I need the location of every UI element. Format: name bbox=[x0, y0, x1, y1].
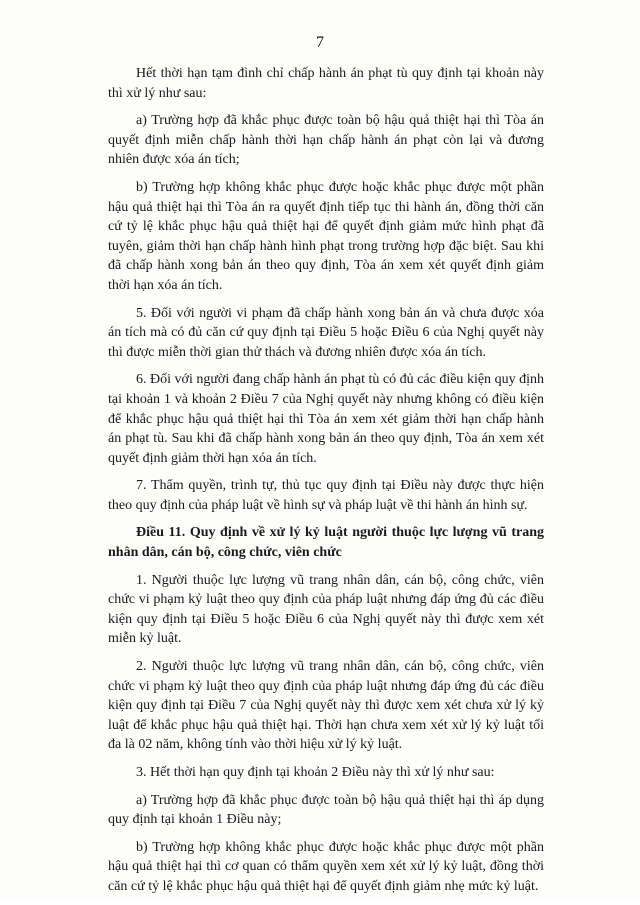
article-paragraph: 3. Hết thời hạn quy định tại khoản 2 Điều này thì xử lý như sau: bbox=[136, 765, 495, 780]
paragraph: 5. Đối với người vi phạm đã chấp hành xong bản án và chưa được xóa án tích mà có đủ căn cứ quy định tại Điều 5 hoặc Điều 6 của Nghị quyết này thì được miễn thời gian thử thách và đương nhiên được xóa án tích. bbox=[108, 305, 544, 360]
article-heading: Điều 11. Quy định về xử lý kỷ luật người thuộc lực lượng vũ trang nhân dân, cán bộ, công chức, viên chức bbox=[108, 525, 544, 561]
paragraph: b) Trường hợp không khắc phục được hoặc khắc phục được một phần hậu quả thiệt hại thì Tòa án ra quyết định tiếp tục thi hành án, đồng thời căn cứ tỷ lệ khắc phục hậu quả thiệt hại để quyết định giảm mức hình phạt đã tuyên, giảm thời hạn chấp hành hình phạt trong trường hợp đặc biệt. Sau khi đã chấp hành xong bản án theo quy định, Tòa án xem xét quyết định giảm thời hạn xóa án tích. bbox=[108, 179, 544, 293]
document-body bbox=[108, 64, 544, 905]
article-paragraph: a) Trường hợp đã khắc phục được toàn bộ hậu quả thiệt hại thì áp dụng quy định tại khoản 1 Điều này; bbox=[108, 792, 544, 828]
article-paragraph: 1. Người thuộc lực lượng vũ trang nhân dân, cán bộ, công chức, viên chức vi phạm kỷ luật theo quy định của pháp luật nhưng đáp ứng đủ các điều kiện quy định tại Điều 5 hoặc Điều 6 của Nghị quyết này thì được xem xét miễn kỷ luật. bbox=[108, 572, 544, 647]
paragraph: 7. Thẩm quyền, trình tự, thủ tục quy định tại Điều này được thực hiện theo quy định của pháp luật về hình sự và pháp luật về thi hành án hình sự. bbox=[108, 478, 544, 513]
paragraph: a) Trường hợp đã khắc phục được toàn bộ hậu quả thiệt hại thì Tòa án quyết định miễn chấp hành thời hạn chấp hành án phạt còn lại và đương nhiên được xóa án tích; bbox=[108, 113, 544, 168]
paragraph: 6. Đối với người đang chấp hành án phạt tù có đủ các điều kiện quy định tại khoản 1 và khoản 2 Điều 7 của Nghị quyết này nhưng không có điều kiện để khắc phục hậu quả thiệt hại thì Tòa án xem xét giảm thời hạn chấp hành án phạt tù. Sau khi đã chấp hành xong bản án theo quy định, Tòa án xem xét quyết định giảm thời hạn xóa án tích. bbox=[108, 372, 544, 466]
page-number: 7 bbox=[316, 34, 324, 51]
article-paragraph: b) Trường hợp không khắc phục được hoặc khắc phục được một phần hậu quả thiệt hại thì cơ quan có thẩm quyền xem xét xử lý kỷ luật, đồng thời căn cứ tỷ lệ khắc phục hậu quả thiệt hại để quyết định giảm nhẹ mức kỷ luật. bbox=[108, 839, 544, 894]
article-paragraph: 2. Người thuộc lực lượng vũ trang nhân dân, cán bộ, công chức, viên chức vi phạm kỷ luật theo quy định của pháp luật nhưng đáp ứng đủ các điều kiện quy định tại Điều 7 của Nghị quyết này thì được xem xét chưa xử lý kỷ luật để khắc phục hậu quả thiệt hại. Thời hạn chưa xem xét xử lý kỷ luật tối đa là 02 năm, không tính vào thời hiệu xử lý kỷ luật. bbox=[108, 659, 544, 753]
paragraph: Hết thời hạn tạm đình chỉ chấp hành án phạt tù quy định tại khoản này thì xử lý như sau: bbox=[108, 66, 544, 101]
